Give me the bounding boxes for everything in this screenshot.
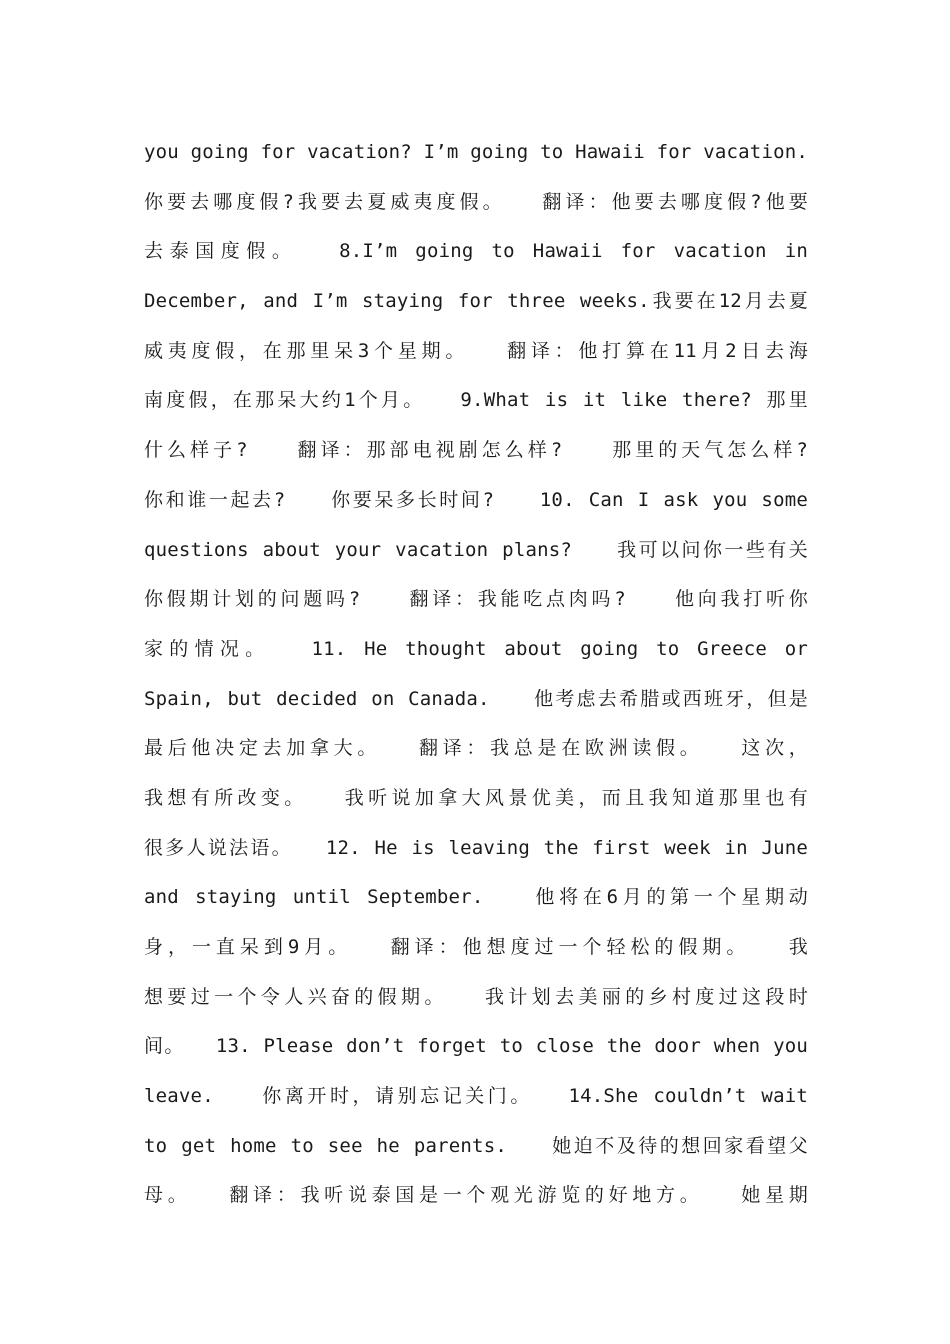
text-line: 南度假，在那呆大约1个月。 9.What is it like there? 那里: [144, 389, 808, 412]
text-line: December, and I’m staying for three weeks.我要在12月去夏: [144, 290, 808, 313]
text-line: 你要去哪度假?我要去夏威夷度假。 翻译：他要去哪度假?他要: [144, 190, 808, 213]
text-line: 身，一直呆到9月。 翻译：他想度过一个轻松的假期。 我: [144, 936, 808, 958]
text-line: 想要过一个令人兴奋的假期。 我计划去美丽的乡村度过这段时: [144, 985, 808, 1008]
text-line: 母。 翻译：我听说泰国是一个观光游览的好地方。 她星期: [144, 1184, 808, 1207]
text-line: 威夷度假，在那里呆3个星期。 翻译：他打算在11月2日去海: [144, 339, 808, 362]
text-line: questions about your vacation plans? 我可以问你一些有关: [144, 538, 808, 561]
text-line: 很多人说法语。 12. He is leaving the first week in June: [144, 836, 808, 859]
text-line: leave. 你离开时，请别忘记关门。 14.She couldn’t wait: [144, 1085, 808, 1108]
document-body: [144, 128, 808, 1221]
text-line: 什么样子? 翻译：那部电视剧怎么样? 那里的天气怎么样?: [144, 439, 808, 462]
text-line: to get home to see he parents. 她迫不及待的想回家看望父: [144, 1134, 808, 1157]
text-line: 最后他决定去加拿大。 翻译：我总是在欧洲读假。 这次，: [144, 737, 808, 760]
text-line: and staying until September. 他将在6月的第一个星期动: [144, 886, 808, 909]
text-line: 去泰国度假。 8.I’m going to Hawaii for vacation in: [144, 240, 808, 263]
text-line: Spain, but decided on Canada. 他考虑去希腊或西班牙，但是: [144, 687, 808, 710]
text-line: 我想有所改变。 我听说加拿大风景优美，而且我知道那里也有: [144, 786, 808, 809]
text-line: 你和谁一起去? 你要呆多长时间? 10. Can I ask you some: [144, 488, 808, 511]
text-line: 你假期计划的问题吗? 翻译：我能吃点肉吗? 他向我打听你: [144, 588, 808, 611]
text-line: you going for vacation? I’m going to Hawaii for vacation.: [144, 141, 808, 163]
text-line: 家的情况。 11. He thought about going to Greece or: [144, 637, 808, 660]
text-line: 间。 13. Please don’t forget to close the door when you: [144, 1035, 808, 1058]
